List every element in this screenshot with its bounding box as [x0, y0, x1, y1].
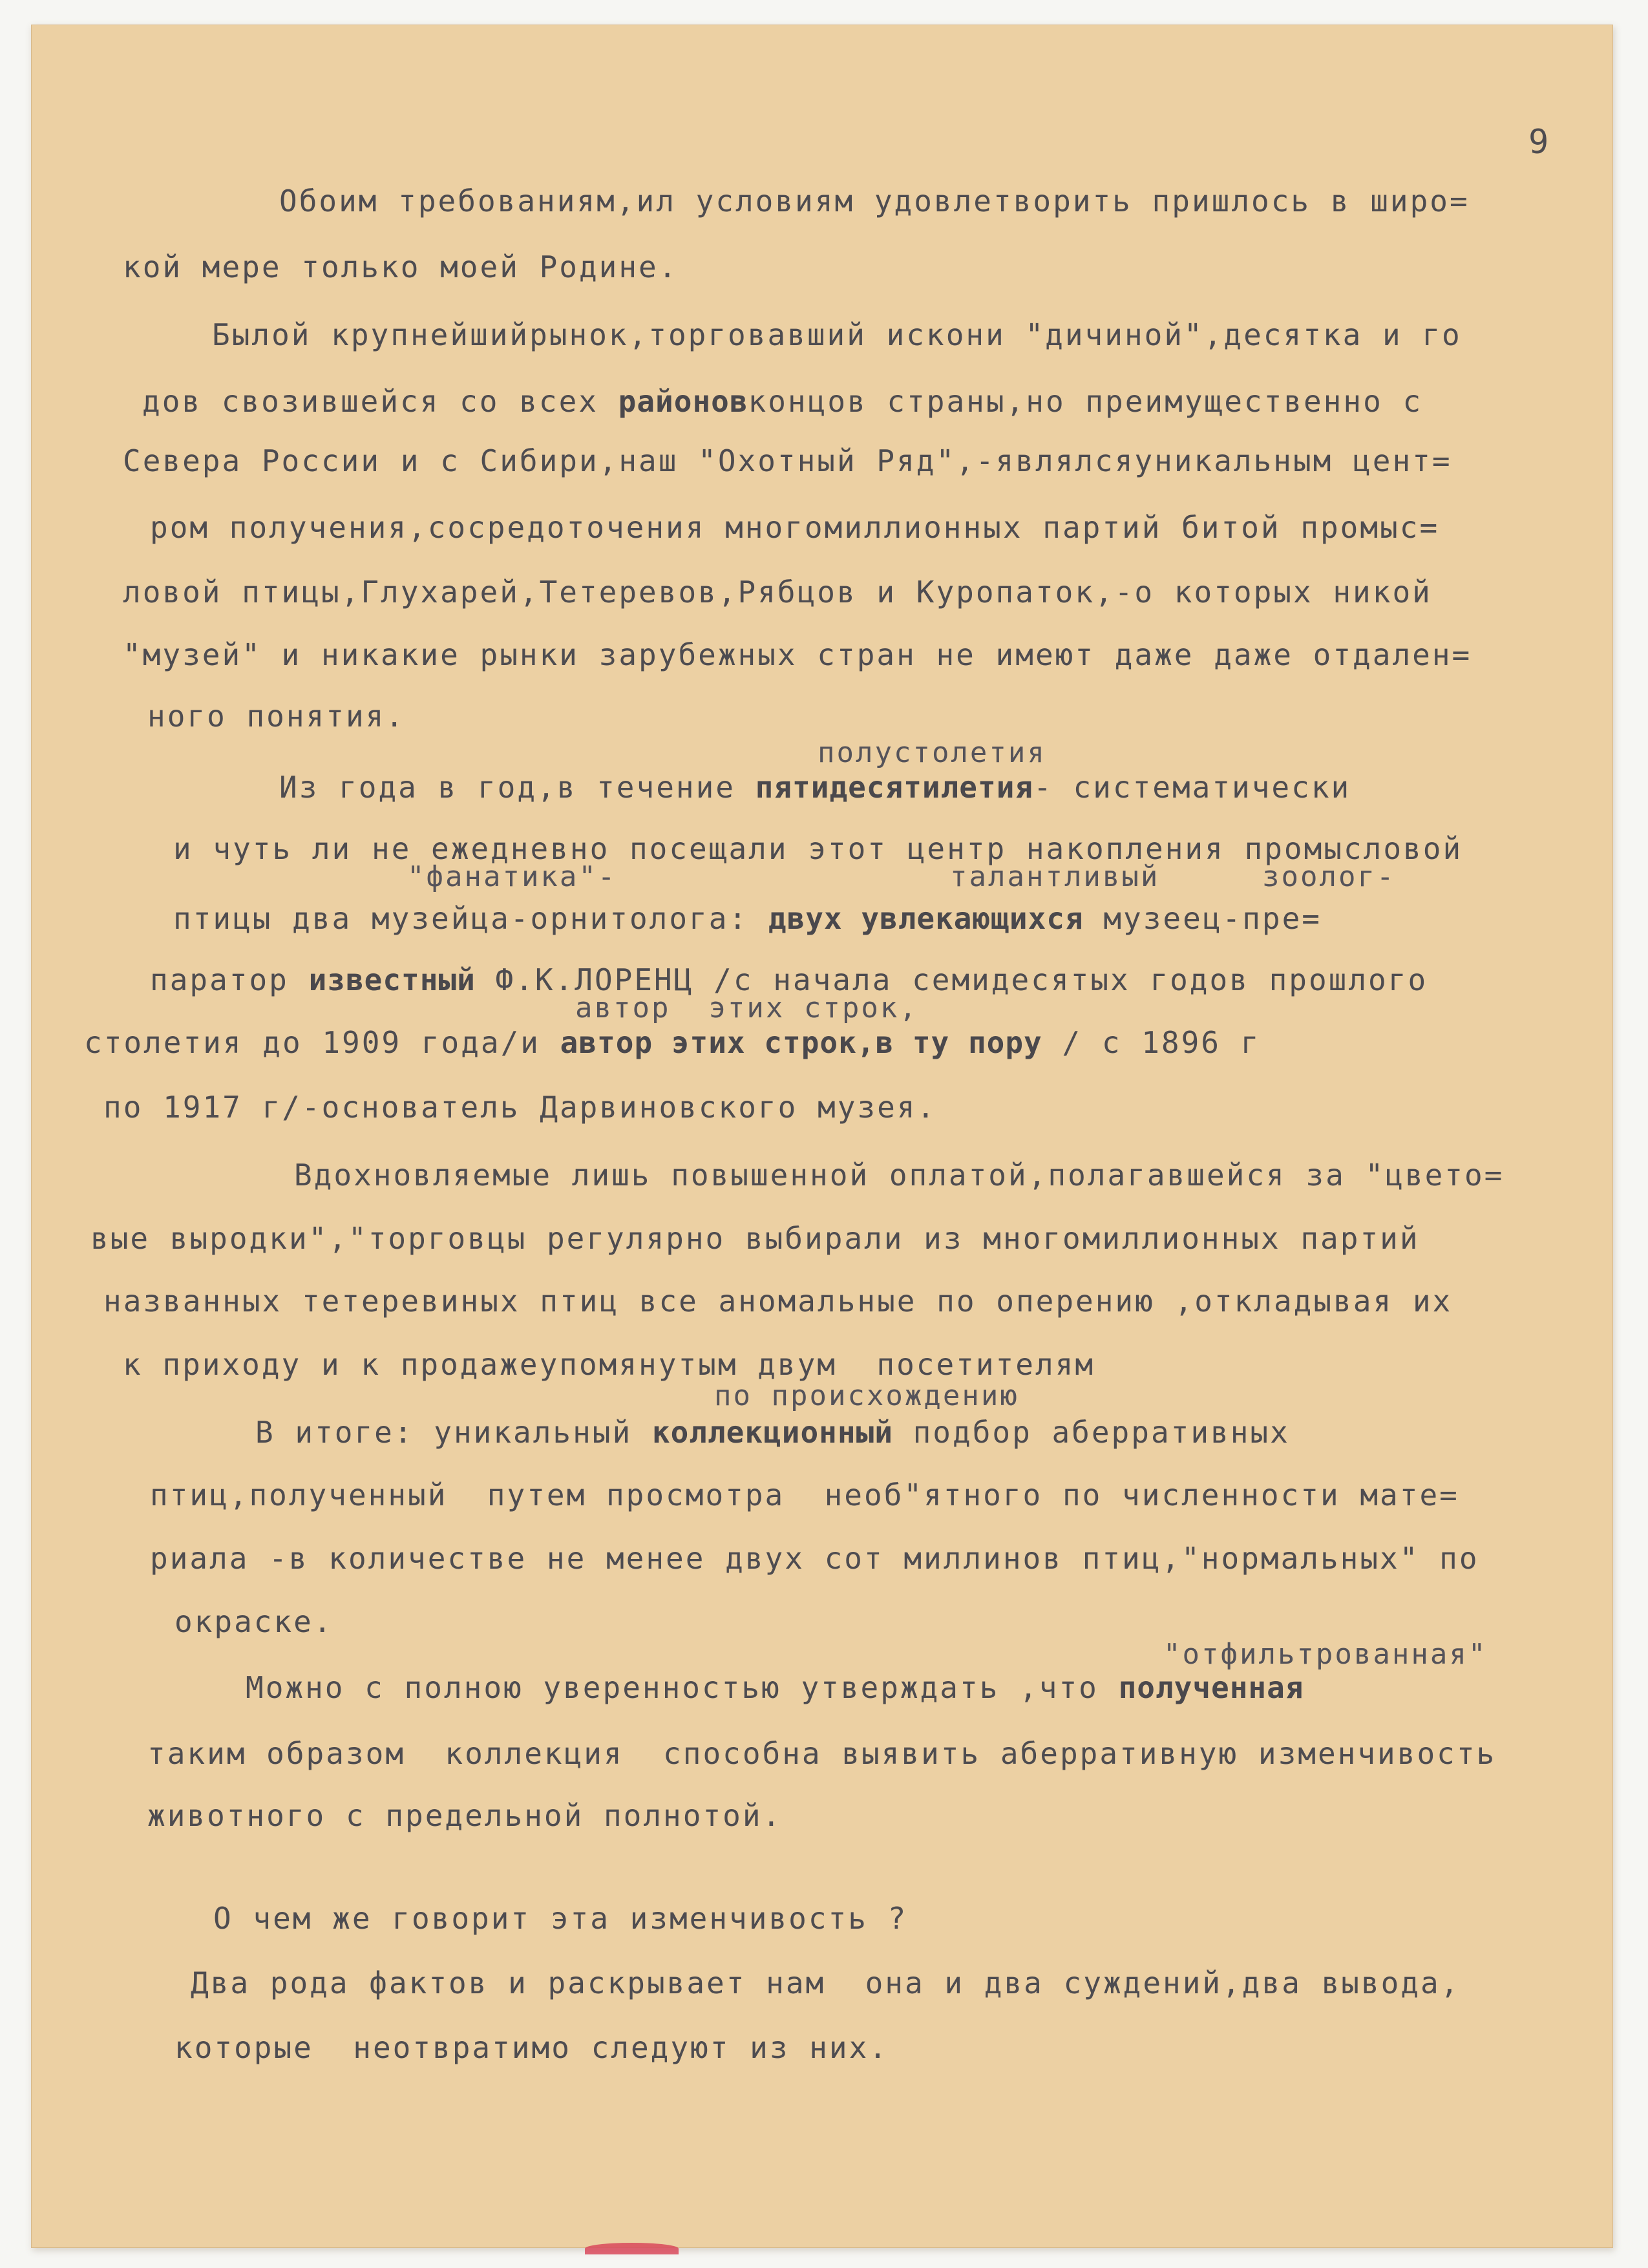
text-line-2: кой мере только моей Родине. — [123, 249, 679, 284]
text-segment: подбор аберративных — [893, 1415, 1290, 1450]
page-number: 9 — [1528, 123, 1549, 162]
text-segment: Из года в год,в течение — [279, 770, 755, 805]
struck-word: пятидесятилетия — [755, 770, 1034, 805]
text-line-5: Севера России и с Сибири,наш "Охотный Ряд",-являлсяуникальным цент= — [123, 443, 1452, 478]
struck-word: районов — [618, 384, 748, 419]
text-line-26: животного с предельной полнотой. — [147, 1798, 783, 1833]
text-line-23: окраске. — [174, 1604, 333, 1639]
text-line-12 — [173, 901, 1322, 936]
struck-word: двух увлекающихся — [768, 901, 1084, 936]
text-line-28: Два рода фактов и раскрывает нам она и два суждений,два вывода, — [191, 1966, 1461, 2000]
text-segment: - систематически — [1033, 770, 1351, 805]
text-line-27: О чем же говорит эта изменчивость ? — [213, 1901, 908, 1936]
text-segment: Можно с полною уверенностью утверждать ,что — [246, 1670, 1119, 1705]
text-segment: концов страны,но преимущественно с — [748, 384, 1423, 419]
text-line-11: и чуть ли не ежедневно посещали этот центр накопления промысловой — [173, 831, 1463, 866]
struck-word: автор этих строк,в ту пору — [560, 1025, 1042, 1060]
struck-word: известный — [308, 962, 476, 997]
insertion-fanatika: "фанатика"- — [407, 860, 617, 893]
text-line-4 — [142, 384, 1423, 419]
text-line-10 — [279, 770, 1351, 805]
insertion-avtor: автор этих строк, — [575, 991, 918, 1024]
text-segment: / с 1896 г — [1042, 1025, 1261, 1060]
text-line-14 — [84, 1025, 1261, 1060]
text-line-1: Обоим требованиям,ил условиям удовлетворить пришлось в широ= — [279, 184, 1470, 218]
text-line-7: ловой птицы,Глухарей,Тетеревов,Рябцов и Куропаток,-о которых никой — [123, 575, 1432, 609]
text-segment: дов свозившейся со всех — [142, 384, 618, 419]
text-segment: Ф.К.ЛОРЕНЦ /с начала семидесятых годов прошлого — [475, 962, 1428, 997]
text-line-9: ного понятия. — [147, 699, 406, 734]
text-line-15: по 1917 г/-основатель Дарвиновского музея. — [103, 1090, 937, 1125]
text-line-8: "музей" и никакие рынки зарубежных стран не имеют даже даже отдален= — [123, 637, 1472, 672]
text-line-3: Былой крупнейшийрынок,торговавший искони "дичиной",десятка и го — [212, 317, 1462, 352]
struck-word: коллекционный — [651, 1415, 893, 1450]
text-segment: птицы два музейца-орнитолога: — [173, 901, 768, 936]
text-segment: столетия до 1909 года/и — [84, 1025, 560, 1060]
text-line-20 — [255, 1415, 1290, 1450]
text-line-6: ром получения,сосредоточения многомиллионных партий битой промыс= — [150, 510, 1440, 545]
text-line-13 — [150, 962, 1428, 997]
text-segment: музеец-пре= — [1083, 901, 1322, 936]
text-line-22: риала -в количестве не менее двух сот миллинов птиц,"нормальных" по — [150, 1541, 1479, 1576]
text-line-16: Вдохновляемые лишь повышенной оплатой,полагавшейся за "цвето= — [294, 1158, 1505, 1192]
text-line-29: которые неотвратимо следуют из них. — [174, 2030, 889, 2065]
text-line-18: названных тетеревиных птиц все аномальные по оперению ,откладывая их — [103, 1284, 1453, 1319]
text-line-17: вые выродки","торговцы регулярно выбирали из многомиллионных партий — [90, 1221, 1420, 1256]
text-segment: В итоге: уникальный — [255, 1415, 652, 1450]
text-line-25: таким образом коллекция способна выявить аберративную изменчивость — [147, 1736, 1497, 1771]
insertion-above-line-10: полустолетия — [818, 736, 1046, 769]
text-line-19: к приходу и к продажеупомянутым двум посетителям — [123, 1347, 1095, 1382]
text-segment: паратор — [150, 962, 309, 997]
insertion-zoolog: зоолог- — [1262, 860, 1396, 893]
text-line-24 — [246, 1670, 1304, 1705]
insertion-po-proiskhozhdeniyu: по происхождению — [714, 1379, 1019, 1412]
text-line-21: птиц,полученный путем просмотра необ"ятного по численности мате= — [150, 1478, 1459, 1512]
insertion-otfiltrovannaya: "отфильтрованная" — [1163, 1638, 1488, 1671]
red-stamp-mark — [585, 2243, 679, 2254]
insertion-talantlivyi: талантливый — [950, 860, 1160, 893]
struck-word: полученная — [1118, 1670, 1304, 1705]
